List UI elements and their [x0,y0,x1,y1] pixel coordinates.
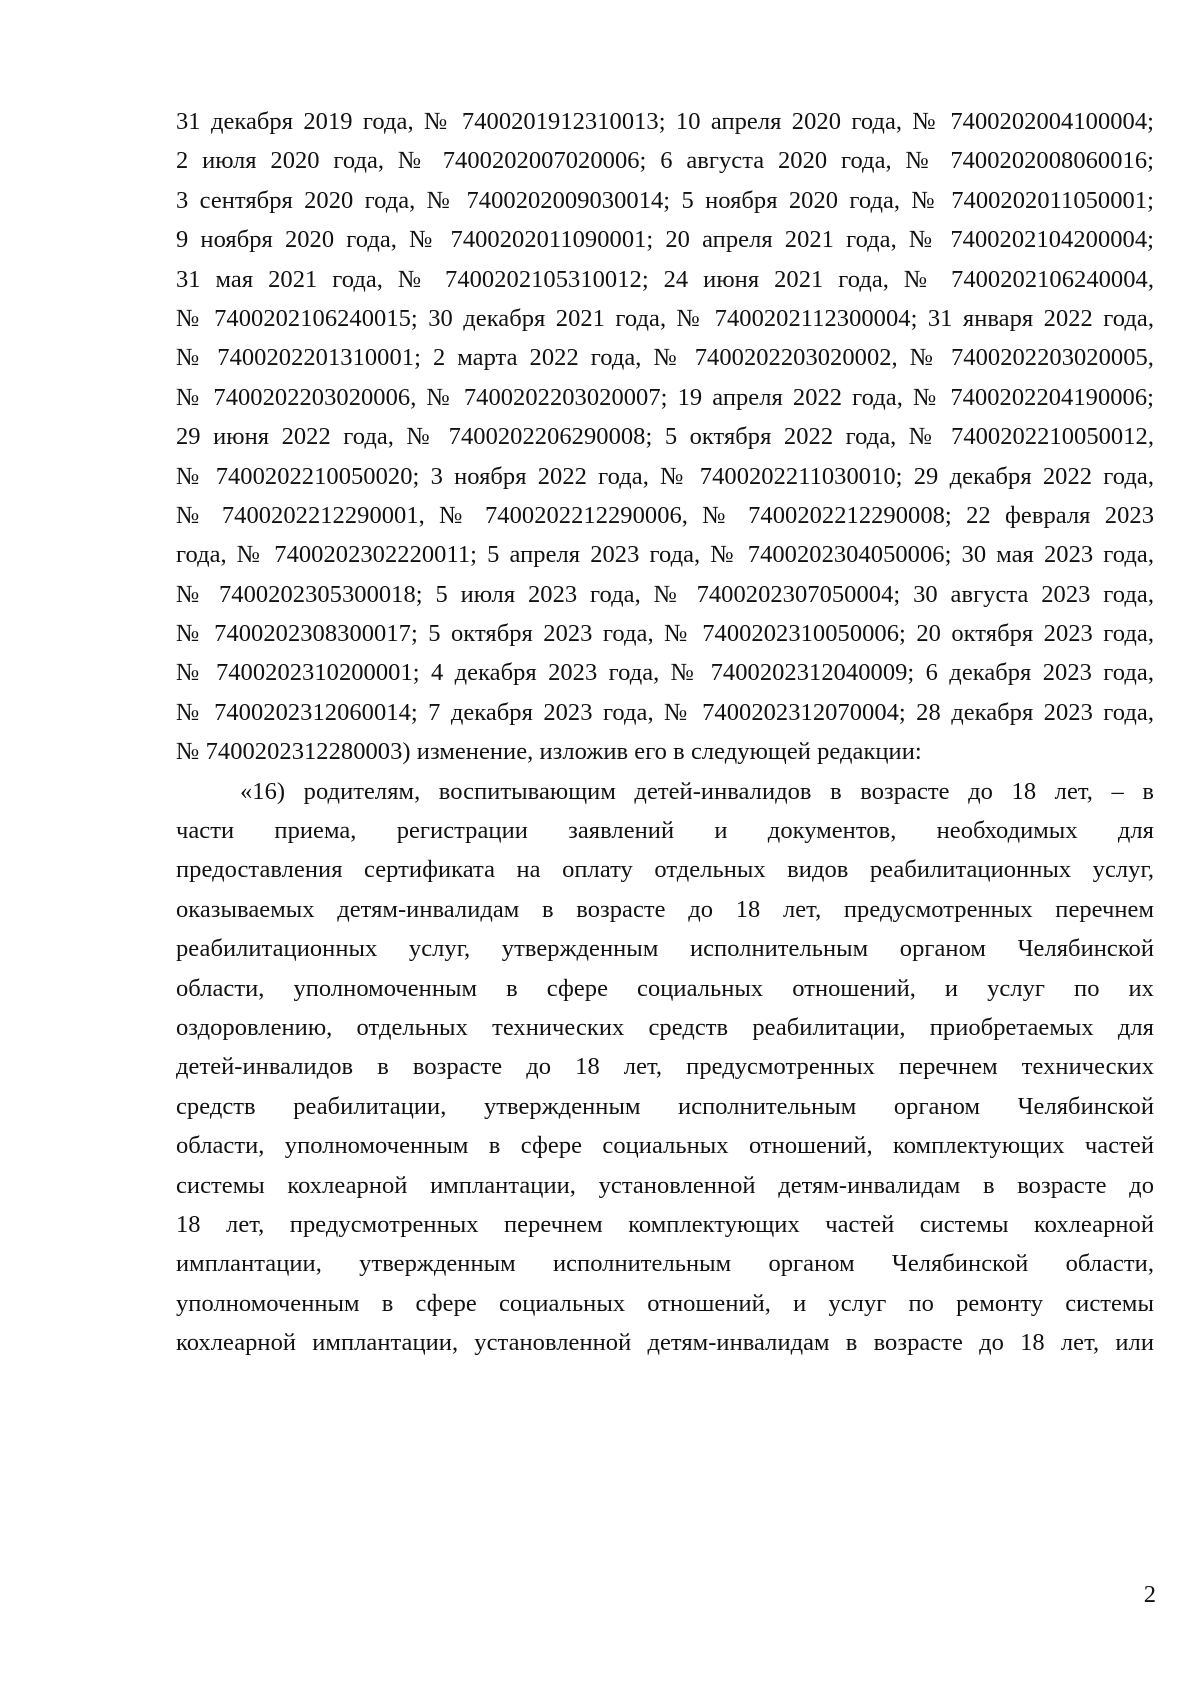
text-line: реабилитационных услуг, утвержденным исполнительным органом Челябинской [176,935,1154,963]
text-line: кохлеарной имплантации, установленной детям-инвалидам в возрасте до 18 лет, или [176,1329,1154,1357]
text-line: имплантации, утвержденным исполнительным органом Челябинской области, [176,1250,1154,1278]
text-line: № 7400202201310001; 2 марта 2022 года, № 7400202203020002, № 7400202203020005, [176,344,1154,372]
text-line: области, уполномоченным в сфере социальных отношений, комплектующих частей [176,1132,1154,1160]
text-line: предоставления сертификата на оплату отдельных видов реабилитационных услуг, [176,856,1154,884]
text-line: № 7400202310200001; 4 декабря 2023 года, № 7400202312040009; 6 декабря 2023 года, [176,659,1154,687]
text-line: № 7400202203020006, № 7400202203020007; 19 апреля 2022 года, № 7400202204190006; [176,383,1154,411]
text-line: детей-инвалидов в возрасте до 18 лет, предусмотренных перечнем технических [176,1053,1154,1081]
text-line: № 7400202312280003) изменение, изложив его в следующей редакции: [176,738,922,766]
document-body [176,102,1154,1363]
text-line: № 7400202312060014; 7 декабря 2023 года, № 7400202312070004; 28 декабря 2023 года, [176,698,1154,726]
text-line: № 7400202305300018; 5 июля 2023 года, № 7400202307050004; 30 августа 2023 года, [176,580,1154,608]
text-line: 9 ноября 2020 года, № 7400202011090001; 20 апреля 2021 года, № 7400202104200004; [176,226,1154,254]
text-line: года, № 7400202302220011; 5 апреля 2023 года, № 7400202304050006; 30 мая 2023 года, [176,541,1154,569]
text-line: № 7400202106240015; 30 декабря 2021 года, № 7400202112300004; 31 января 2022 года, [176,304,1154,332]
text-line: 29 июня 2022 года, № 7400202206290008; 5 октября 2022 года, № 7400202210050012, [176,423,1154,451]
text-line: области, уполномоченным в сфере социальных отношений, и услуг по их [176,974,1154,1002]
text-line: системы кохлеарной имплантации, установленной детям-инвалидам в возрасте до [176,1171,1154,1199]
text-line: 3 сентября 2020 года, № 7400202009030014; 5 ноября 2020 года, № 7400202011050001; [176,186,1154,214]
text-line: «16) родителям, воспитывающим детей-инвалидов в возрасте до 18 лет, – в [240,777,1154,805]
text-line: оздоровлению, отдельных технических средств реабилитации, приобретаемых для [176,1013,1154,1041]
text-line: № 7400202212290001, № 7400202212290006, № 7400202212290008; 22 февраля 2023 [176,501,1154,529]
text-line: 2 июля 2020 года, № 7400202007020006; 6 августа 2020 года, № 7400202008060016; [176,147,1154,175]
text-line: 31 мая 2021 года, № 7400202105310012; 24 июня 2021 года, № 7400202106240004, [176,265,1154,293]
text-line: № 7400202210050020; 3 ноября 2022 года, № 7400202211030010; 29 декабря 2022 года, [176,462,1154,490]
text-line: 31 декабря 2019 года, № 7400201912310013; 10 апреля 2020 года, № 7400202004100004; [176,108,1154,135]
text-line: части приема, регистрации заявлений и документов, необходимых для [176,817,1154,845]
text-line: уполномоченным в сфере социальных отношений, и услуг по ремонту системы [176,1289,1154,1317]
text-line: средств реабилитации, утвержденным исполнительным органом Челябинской [176,1092,1154,1120]
page-number: 2 [1143,1581,1156,1608]
text-line: № 7400202308300017; 5 октября 2023 года, № 7400202310050006; 20 октября 2023 года, [176,620,1154,648]
text-line: оказываемых детям-инвалидам в возрасте до 18 лет, предусмотренных перечнем [176,895,1154,923]
text-line: 18 лет, предусмотренных перечнем комплектующих частей системы кохлеарной [176,1210,1154,1238]
